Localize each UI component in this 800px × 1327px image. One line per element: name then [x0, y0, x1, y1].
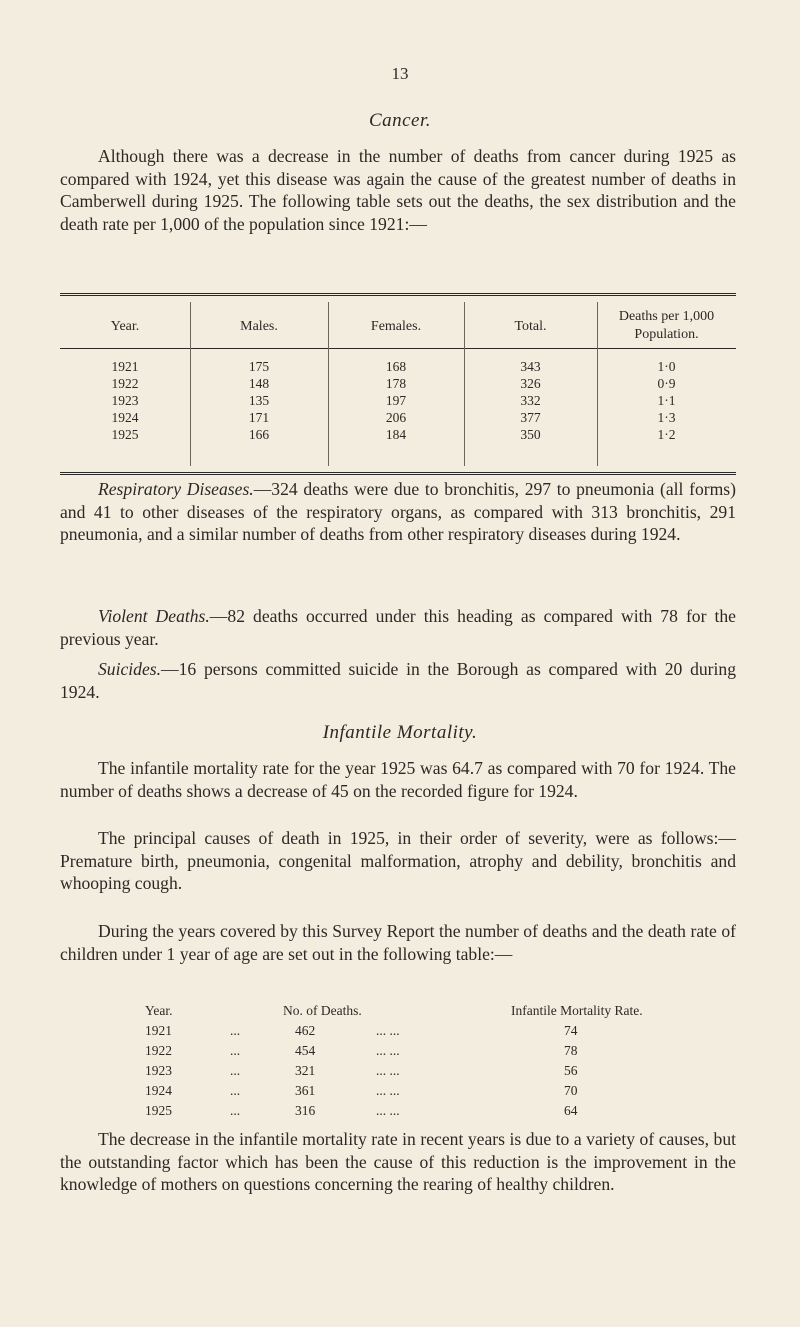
table-row [0, 1083, 800, 1103]
table-cell-rate: 1·0 [657, 359, 676, 374]
respiratory-lead: Respiratory Diseases. [98, 479, 254, 499]
respiratory-text: —324 deaths were due to bronchitis, 297 to pneumonia (all forms) and 41 to other diseases of the respiratory organs, as compared with 313 bronchitis, 291 pneumonia, and a similar number of deaths from other respiratory diseases during 1924. [60, 479, 736, 545]
page-number: 13 [391, 64, 409, 83]
dot-leader: ... [230, 1063, 241, 1078]
total-column [464, 358, 597, 443]
infantile-cell-rate: 64 [564, 1103, 578, 1118]
table-cell-total: 326 [520, 376, 541, 391]
infantile-paragraph-2: The principal causes of death in 1925, in their order of severity, were as follows:—Premature birth, pneumonia, congenital malformation, atrophy and debility, bronchitis and whooping cough. [60, 828, 736, 894]
header-total: Total. [514, 319, 547, 334]
table-cell-rate: 1·3 [657, 410, 676, 425]
females-column [328, 358, 464, 443]
header-rate-line1: Deaths per 1,000 [618, 309, 715, 324]
infantile-cell-year: 1921 [145, 1023, 172, 1038]
males-column [190, 358, 328, 443]
header-rate [597, 308, 736, 344]
table-cell-year: 1925 [111, 427, 139, 442]
table-cell-rate: 1·2 [657, 427, 676, 442]
suicides-paragraph [60, 658, 736, 703]
infantile-cell-deaths: 316 [295, 1103, 316, 1118]
infantile-header-year: Year. [145, 1003, 173, 1018]
rate-column [597, 358, 736, 443]
header-year: Year. [110, 319, 140, 334]
infantile-cell-rate: 70 [564, 1083, 578, 1098]
infantile-header-rate: Infantile Mortality Rate. [511, 1003, 643, 1018]
infantile-paragraph-4: The decrease in the infantile mortality rate in recent years is due to a variety of causes, but the outstanding factor which has been the cause of this reduction is the improvement in the knowledge of mothers on questions concerning the rearing of healthy children. [60, 1129, 736, 1195]
infantile-cell-year: 1922 [145, 1043, 172, 1058]
infantile-heading: Infantile Mortality. [322, 722, 478, 743]
table-cell-females: 184 [385, 427, 407, 442]
table-cell-males: 171 [248, 410, 270, 425]
infantile-cell-year: 1924 [145, 1083, 172, 1098]
table-cell-total: 377 [520, 410, 541, 425]
table-cell-year: 1923 [111, 393, 139, 408]
infantile-paragraph-1: The infantile mortality rate for the year 1925 was 64.7 as compared with 70 for 1924. The number of deaths shows a decrease of 45 on the recorded figure for 1924. [60, 758, 736, 801]
cancer-heading: Cancer. [368, 110, 432, 131]
dot-leader: ... [230, 1103, 241, 1118]
violent-lead: Violent Deaths. [98, 606, 210, 626]
suicides-lead: Suicides. [98, 659, 162, 679]
header-rate-line2: Population. [634, 327, 699, 342]
table-cell-total: 332 [520, 393, 541, 408]
infantile-cell-deaths: 321 [295, 1063, 316, 1078]
dot-leader: ... ... [376, 1063, 400, 1078]
table-row [0, 1023, 800, 1043]
table-header-rule [60, 348, 736, 349]
table-row [0, 1043, 800, 1063]
table-cell-year: 1921 [111, 359, 139, 374]
dot-leader: ... ... [376, 1043, 400, 1058]
table-cell-males: 166 [248, 427, 270, 442]
table-cell-males: 135 [248, 393, 270, 408]
table-cell-year: 1924 [111, 410, 139, 425]
infantile-cell-deaths: 361 [295, 1083, 316, 1098]
table-cell-males: 175 [248, 359, 270, 374]
respiratory-paragraph [60, 478, 736, 546]
table-cell-rate: 0·9 [657, 376, 676, 391]
table-cell-males: 148 [248, 376, 270, 391]
cancer-paragraph: Although there was a decrease in the number of deaths from cancer during 1925 as compared with 1924, yet this disease was again the cause of the greatest number of deaths in Camberwell during 1925. The following table sets out the deaths, the sex distribution and the death rate per 1,000 of the population since 1921:— [60, 146, 736, 234]
dot-leader: ... [230, 1083, 241, 1098]
year-column [60, 358, 190, 443]
table-cell-year: 1922 [111, 376, 139, 391]
violent-paragraph [60, 605, 736, 650]
table-row [0, 1103, 800, 1123]
table-cell-females: 206 [385, 410, 407, 425]
header-males: Males. [240, 319, 278, 334]
dot-leader: ... [230, 1023, 241, 1038]
infantile-cell-deaths: 462 [295, 1023, 316, 1038]
table-cell-total: 343 [520, 359, 541, 374]
table-cell-females: 197 [385, 393, 407, 408]
header-females: Females. [370, 319, 422, 334]
dot-leader: ... ... [376, 1023, 400, 1038]
violent-text: —82 deaths occurred under this heading as compared with 78 for the previous year. [60, 606, 736, 649]
infantile-cell-year: 1923 [145, 1063, 172, 1078]
infantile-header-deaths: No. of Deaths. [283, 1003, 362, 1018]
infantile-cell-deaths: 454 [295, 1043, 316, 1058]
table-cell-females: 178 [385, 376, 407, 391]
suicides-text: —16 persons committed suicide in the Borough as compared with 20 during 1924. [60, 659, 736, 702]
table-row [0, 1063, 800, 1083]
dot-leader: ... [230, 1043, 241, 1058]
cancer-table [60, 293, 736, 475]
table-cell-females: 168 [385, 359, 407, 374]
infantile-cell-rate: 74 [564, 1023, 578, 1038]
table-cell-total: 350 [520, 427, 541, 442]
infantile-paragraph-3: During the years covered by this Survey Report the number of deaths and the death rate of children under 1 year of age are set out in the following table:— [60, 921, 736, 964]
dot-leader: ... ... [376, 1103, 400, 1118]
infantile-cell-rate: 56 [564, 1063, 578, 1078]
infantile-cell-rate: 78 [564, 1043, 578, 1058]
infantile-cell-year: 1925 [145, 1103, 172, 1118]
table-cell-rate: 1·1 [657, 393, 676, 408]
dot-leader: ... ... [376, 1083, 400, 1098]
